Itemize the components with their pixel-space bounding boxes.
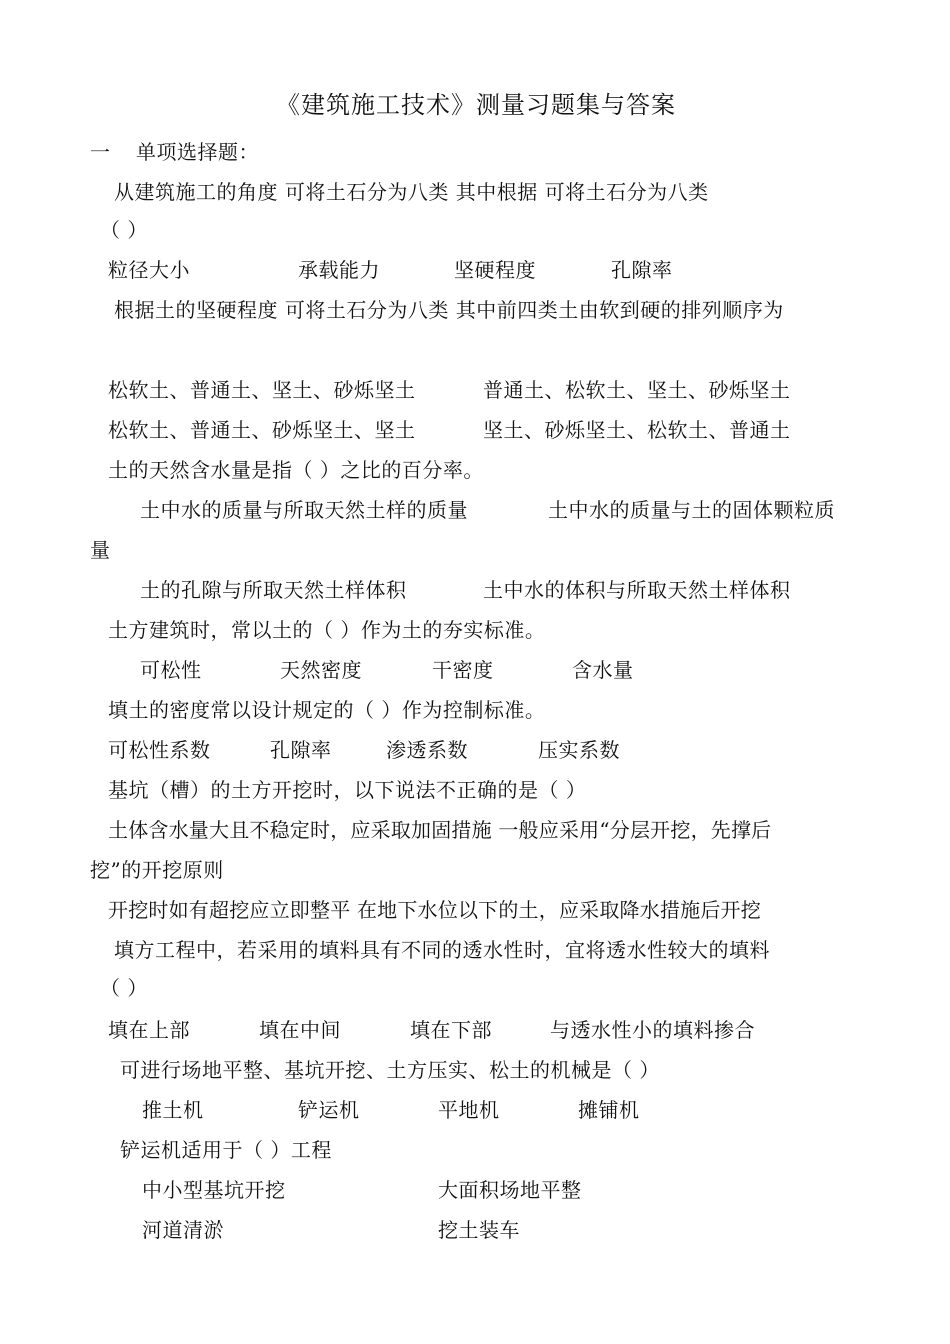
option: 孔隙率	[270, 738, 332, 762]
section-number: 一	[90, 140, 111, 164]
option: 坚硬程度	[454, 258, 536, 282]
option: 平地机	[438, 1098, 500, 1122]
option-row	[108, 378, 868, 402]
option: 河道清淤	[142, 1218, 224, 1242]
option: 开挖时如有超挖应立即整平 在地下水位以下的土，应采取降水措施后开挖	[108, 898, 761, 922]
question-stem: 填方工程中，若采用的填料具有不同的透水性时，宜将透水性较大的填料	[114, 938, 770, 962]
question-stem: 基坑（槽）的土方开挖时，以下说法不正确的是（ ）	[108, 778, 587, 802]
option: 土中水的体积与所取天然土样体积	[483, 578, 791, 602]
option: 可松性	[140, 658, 202, 682]
option-row	[142, 1098, 842, 1122]
option: 承载能力	[298, 258, 380, 282]
option: 普通土、松软土、坚土、砂烁坚土	[483, 378, 791, 402]
option: 坚土、砂烁坚土、松软土、普通土	[483, 418, 791, 442]
option-row	[140, 658, 840, 682]
question-stem: 土的天然含水量是指（ ）之比的百分率。	[108, 458, 484, 482]
option-row	[108, 738, 808, 762]
option-row	[108, 418, 868, 442]
option-row	[108, 1018, 868, 1042]
question-stem: 根据土的坚硬程度 可将土石分为八类 其中前四类土由软到硬的排列顺序为	[114, 298, 784, 322]
question-stem: 土方建筑时，常以土的（ ）作为土的夯实标准。	[108, 618, 546, 642]
option: 粒径大小	[108, 258, 190, 282]
option: 渗透系数	[386, 738, 468, 762]
page-title: 《建筑施工技术》测量习题集与答案	[276, 91, 676, 119]
section-heading: 单项选择题：	[136, 140, 259, 164]
option: 含水量	[572, 658, 634, 682]
option-row	[140, 578, 870, 602]
option: 铲运机	[298, 1098, 360, 1122]
question-blank: （ ）	[100, 976, 148, 1000]
question-stem: 填土的密度常以设计规定的（ ）作为控制标准。	[108, 698, 546, 722]
option: 填在中间	[259, 1018, 341, 1042]
question-stem: 铲运机适用于（ ）工程	[120, 1138, 332, 1162]
option: 填在下部	[410, 1018, 492, 1042]
option: 填在上部	[108, 1018, 190, 1042]
option: 松软土、普通土、砂烁坚土、坚土	[108, 418, 416, 442]
option: 土中水的质量与土的固体颗粒质	[548, 498, 835, 522]
option-continuation: 量	[90, 538, 111, 562]
option: 挖土装车	[438, 1218, 520, 1242]
option: 松软土、普通土、坚土、砂烁坚土	[108, 378, 416, 402]
option: 土体含水量大且不稳定时，应采取加固措施 一般应采用“分层开挖，先撑后	[108, 818, 772, 842]
question-stem: 可进行场地平整、基坑开挖、土方压实、松土的机械是（ ）	[120, 1058, 660, 1082]
option: 压实系数	[538, 738, 620, 762]
option-row	[142, 1178, 842, 1202]
option: 大面积场地平整	[438, 1178, 582, 1202]
option: 推土机	[142, 1098, 204, 1122]
option: 中小型基坑开挖	[142, 1178, 286, 1202]
option-continuation: 挖”的开挖原则	[90, 858, 224, 882]
option: 孔隙率	[611, 258, 673, 282]
option: 摊铺机	[578, 1098, 640, 1122]
option-row	[140, 498, 870, 522]
question-stem: 从建筑施工的角度 可将土石分为八类 其中根据 可将土石分为八类	[114, 180, 709, 204]
option: 干密度	[432, 658, 494, 682]
option-row	[108, 258, 868, 282]
option-row	[142, 1218, 842, 1242]
option: 天然密度	[280, 658, 362, 682]
option: 与透水性小的填料掺合	[550, 1018, 755, 1042]
option: 土的孔隙与所取天然土样体积	[140, 578, 407, 602]
question-blank: （ ）	[100, 218, 148, 242]
option: 土中水的质量与所取天然土样的质量	[140, 498, 468, 522]
option: 可松性系数	[108, 738, 211, 762]
